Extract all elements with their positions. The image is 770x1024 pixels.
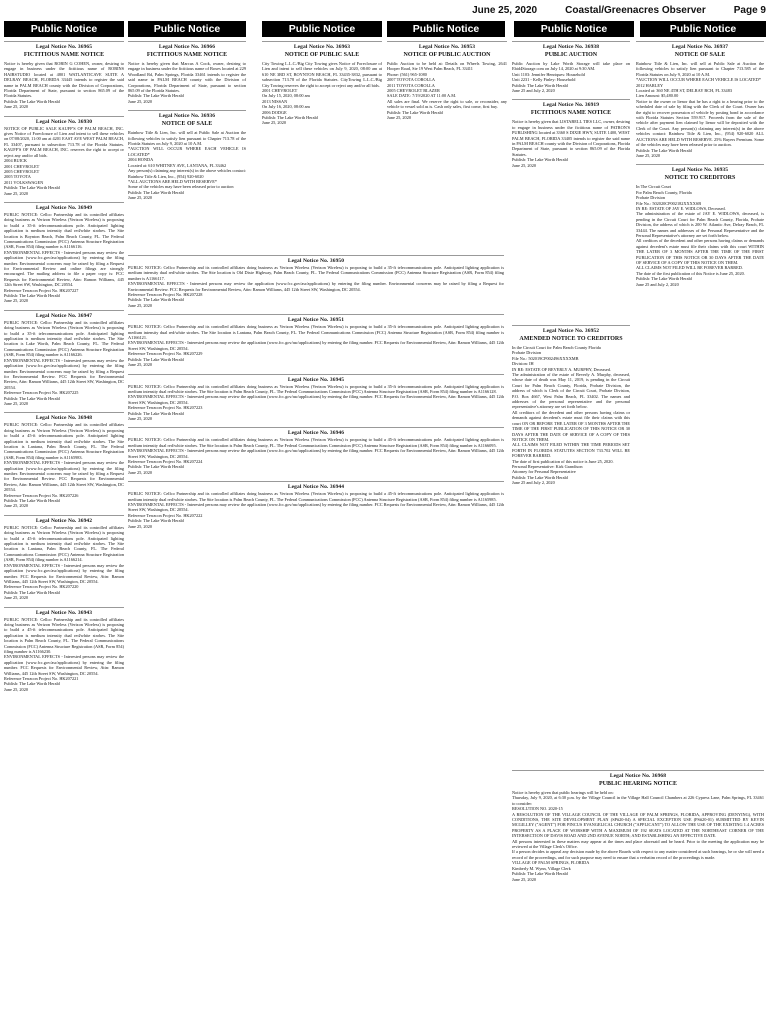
notice-number: Legal Notice No. 36938 (512, 41, 630, 51)
notice-title: NOTICE TO CREDITORS (664, 175, 736, 182)
notice-number: Legal Notice No. 36942 (4, 515, 124, 525)
notice-number: Legal Notice No. 36963 (262, 41, 382, 51)
notice-body: PUBLIC NOTICE: Cellco Partnership and its controlled affiliates doing business as Verizon Wireless (Verizon Wireless) is proposing to build a 35-ft telecommunications pole. Anticipated lighting application is medium intensity dual red/white strobes. The Site location is Lantana, Palm Beach County, FL. The Federal Communications Commission (FCC) Antenna Structure Registration (ASR, Form 854) filing number is A1166121. ENVIRONMENTAL EFFECTS - Interested persons may review the application (www.fcc.gov/asr/applications) by entering the filing number. FCC Requests for Environmental Review, Attn: Ramon Williams, 445 12th Street SW, Washington, DC 20554. Reference Terracon Project No. HK207229 Publish: The Lake Worth Herald June 25, 2020 (128, 324, 504, 368)
legal-notice (387, 41, 507, 120)
notice-body: PUBLIC NOTICE: Cellco Partnership and its controlled affiliates doing business as Verizon Wireless (Verizon Wireless) is proposing to build a 35-ft telecommunications pole. Anticipated lighting application is medium intensity dual red/white strobes. The Site location is Lake Worth, Palm Beach County, FL. The Federal Communications Commission (FCC) Antenna Structure Registration (ASR, Form 854) filing number is A1166226. ENVIRONMENTAL EFFECTS - Interested persons may review the application (www.fcc.gov/asr/applications) by entering the filing number. Environmental concerns may be raised by filing a Request for Environmental Review. FCC Requests for Environmental Review, Attn: Ramon Williams, 445 12th Street SW, Washington, DC 20554. Reference Terracon Project No. HK207225 Publish: The Lake Worth Herald June 25, 2020 (4, 319, 124, 406)
notice-body: Notice is hereby given that public hearings will be held on: Thursday, July 9, 2020, at 6:30 p.m. by the Village Council in the Village Hall Council Chambers at 226 Cypress Lane, Palm Springs, FL 33461 to consider: RESOLUTION NO. 2020-15 A RESOLUTION OF THE VILLAGE COUNCIL OF THE VILLAGE OF PALM SPRINGS, FLORIDA, APPROVING (DENYING), WITH CONDITIONS, THE SITE DEVELOPMENT PLAN (SP#20-04) A SPECIAL EXCEPTION USE (PS#20-01) SUBMITTED BY KEVIN MCGILLEY ("AGENT") FOR PINCUS EVANGELICAL CHURCH ("APPLICANT") TO ALLOW THE USE OF THE EXISTING 1.4 ACRES PROPERTY AS A PLACE OF WORSHIP WITH A MAXIMUM OF 192 SEATS LOCATED AT THE NORTHEAST CORNER OF THE INTERSECTION OF DAVIS ROAD AND 2ND AVENUE NORTH; AND ESTABLISHING AN EFFECTIVE DATE. All persons interested in these matters may appear at the times and place aforesaid and be heard. Prior to the meeting the application may be reviewed at the Village Clerk's Office. If a person decides to appeal any decision made by the above Boards with respect to any matter considered at such hearings, he or she will need a record of the proceedings, and for such purpose may need to ensure that a verbatim record of the proceedings is made. VILLAGE OF PALM SPRINGS, FLORIDA Kimberly M. Wynn, Village Clerk Publish: The Lake Worth Herald June 25, 2020 (512, 790, 764, 882)
notice-number: Legal Notice No. 36968 (512, 770, 764, 780)
notice-number: Legal Notice No. 36943 (4, 607, 124, 617)
notice-body: Rainbow Title & Lien, Inc. will sell at Public Sale at Auction the following vehicles to satisfy lien pursuant to Chapter 713.78 of the Florida Statutes on July 9, 2020 at 10 A.M. *AUCTION WILL OCCUR WHERE EACH VEHICLE IS LOCATED* 2004 HONDA Located at: 610 WHITNEY AVE, LANTANA, FL 33462 Any person(s) claiming any interest(s) in the above vehicles contact: Rainbow Title & Lien, Inc., (954) 920-6020 *ALL AUCTIONS ARE HELD WITH RESERVE* Some of the vehicles may have been released prior to auction Publish: The Lake Worth Herald June 25, 2020 (128, 130, 247, 201)
notice-body: Rainbow Title & Lien, Inc. will sell at Public Sale at Auction the following vehicles to satisfy lien pursuant to Chapter 713.585 of the Florida Statutes on July 9, 2020 at 10 A.M. *AUCTION WILL OCCUR WHERE EACH VEHICLE IS LOCATED* 2012 HARLEY Located at: 360 NE 4TH ST, DELRAY BCH, FL 33483 Lien Amount: $5,480.00 Notice to the owner or lienor that he has a right to a hearing prior to the scheduled date of sale by filing with the Clerk of the Court. Owner has the right to recover possession of vehicle by posting bond in accordance with Florida Statutes Section 559.917. Proceeds from the sale of the vehicle after payment lien claimed by lienor will be deposited with the Clerk of the Court. Any person(s) claiming any interest(s) in the above vehicles contact: Rainbow Title & Lien, Inc., (954) 920-6020 ALL AUCTIONS ARE HELD WITH RESERVE. 25% Buyers Premium. Some of the vehicles may have been released prior to auction. Publish: The Lake Worth Herald June 25, 2020 (636, 61, 764, 158)
notice-title: PUBLIC HEARING NOTICE (598, 781, 677, 787)
notice-body: PUBLIC NOTICE: Cellco Partnership and its controlled affiliates doing business as Verizon Wireless (Verizon Wireless) is proposing to build a 45-ft telecommunications pole. Anticipated lighting application is medium intensity dual red/white strobes. The Site location is Palm Beach County, FL. The Federal Communications Commission (FCC) Antenna Structure Registration (ASR, Form 854) filing number is A1165985. ENVIRONMENTAL EFFECTS - Interested persons may review the application (www.fcc.gov/asr/applications) by entering the filing number. FCC Requests for Environmental Review, Attn: Ramon Williams, 445 12th Street SW, Washington, DC 20554. Reference Terracon Project No. HK207222 Publish: The Lake Worth Herald June 25, 2020 (128, 491, 504, 529)
legal-notice (128, 374, 504, 422)
section-tab-5: Public Notice (514, 21, 634, 37)
legal-notice (4, 607, 124, 693)
notice-title: NOTICE OF PUBLIC SALE (284, 52, 360, 58)
legal-notice (262, 41, 382, 126)
notice-title: FICTITIOUS NAME NOTICE (146, 52, 228, 58)
notice-title: NOTICE OF SALE (674, 52, 726, 58)
page-number: Page 9 (733, 4, 766, 16)
legal-notice (128, 427, 504, 475)
notice-number: Legal Notice No. 36919 (512, 99, 630, 109)
notice-number: Legal Notice No. 36936 (128, 110, 246, 120)
notice-number: Legal Notice No. 36948 (4, 412, 124, 422)
notice-body: Notice is hereby given that LISTABELL TIES LLC, owner, desiring to engage in business under the fictitious name of PATRON'S PUBLISHING located at 3360 S DIXIE HWY, SUITE 1400, WEST PALM BEACH, FLORIDA 33405 intends to register the said name in PALM BEACH county with the Division of Corporations, Florida Department of State, pursuant to section 865.09 of the Florida Statutes. Publish: The Lake Worth Herald June 25, 2020 (512, 119, 631, 168)
legal-notice (636, 164, 764, 287)
notice-number: Legal Notice No. 36965 (4, 41, 124, 51)
notice-body: Public Auction to be held at: Details on Wheels Towing, 2641 Hooper Road, Ste 19 West Palm Beach, FL 33411 Phone: (561) 965-1080 2007 TOYOTA COROLLA 2011 TOYOTA COROLLA 2005 CHEVROLET BLAZER SALE DATE: 7/19/2020 AT 11:00 A.M. All sales are final. We reserve the right to sale, or reconsider, any vehicle to vessel sold as is. Cash only sales, first come, first buy. Publish: The Lake Worth Herald June 25, 2020 (387, 61, 507, 121)
notice-body: Notice is hereby given that ROBIN G COHEN, owner, desiring to engage in business under the fictitious name of ROBINS HAIRSTUDIO located at 4801 WATLANTICAVE SUITE A DELRAY BEACH, FLORIDA 33445 intends to register the said name in PALM BEACH county with the Division of Corporations, Florida Department of State, pursuant to section 865.09 of the Florida Statutes. Publish: The Lake Worth Herald June 25, 2020 (4, 61, 124, 110)
notice-body: Public Auction by Lake Worth Storage will take place on Ebid4Storage.com on July 14, 2020 at 9:30 AM. Unit 1103: Jennifer Henriques: Household Unit 2231 - Kelly Finley: Household Publish: The Lake Worth Herald June 25 and July 2, 2020 (512, 61, 630, 94)
notice-column-lower-middle (128, 255, 504, 1020)
legal-notice (512, 770, 764, 882)
legal-notice (128, 110, 246, 200)
notice-number: Legal Notice No. 36950 (128, 255, 504, 265)
notice-title: FICTITIOUS NAME NOTICE (23, 52, 105, 58)
legal-notice (4, 412, 124, 509)
notice-number: Legal Notice No. 36947 (4, 310, 124, 320)
legal-notice (4, 116, 124, 196)
notice-title: FICTITIOUS NAME NOTICE (530, 110, 612, 117)
notice-number: Legal Notice No. 36946 (128, 427, 504, 437)
notice-body: PUBLIC NOTICE: Cellco Partnership and its controlled affiliates doing business as Verizon Wireless (Verizon Wireless) is proposing to build a 35-ft telecommunications pole. Anticipated lighting application is medium intensity dual red/white strobes. The Site location is Boynton Beach, Palm Beach County, FL. The Federal Communications Commission (FCC) Antenna Structure Registration (ASR, Form 854) filing number is A1166116. ENVIRONMENTAL EFFECTS - Interested persons may review the application (www.fcc.gov/asr/applications) by entering the filing number. Environmental concerns may be raised by filing a Request for Environmental Review and online filings are strongly encouraged. The mailing address to file a paper copy is: FCC Requests for Environmental Review, Attn: Ramon Williams, 445 12th Street SW, Washington, DC 20554. Reference Terracon Project No. HK207227 Publish: The Lake Worth Herald June 25, 2020 (4, 211, 124, 304)
notice-body: PUBLIC NOTICE: Cellco Partnership and its controlled affiliates doing business as Verizon Wireless (Verizon Wireless) is proposing to build a 35-ft telecommunications pole. Anticipated lighting application is medium intensity dual red/white strobes. The Site location is Palm Beach County, FL. The Federal Communications Commission (FCC) Antenna Structure Registration (ASR, Form 854) filing number is A1166128. ENVIRONMENTAL EFFECTS - Interested persons may review the application (www.fcc.gov/asr/applications) by entering the filing number. FCC Requests for Environmental Review, Attn: Ramon Williams, 445 12th Street SW, Washington, DC 20554. Reference Terracon Project No. HK207223 Publish: The Lake Worth Herald June 25, 2020 (128, 383, 504, 421)
notice-column-3 (262, 41, 382, 251)
legal-notice (4, 310, 124, 407)
section-tab-3: Public Notice (262, 21, 382, 37)
notice-number: Legal Notice No. 36937 (636, 41, 764, 51)
notice-title: NOTICE OF PUBLIC AUCTION (403, 52, 491, 58)
notice-body: In The Circuit Court For Palm Beach County, Florida Probate Division File No.: 502020CP002182XXXXSB IN RE: ESTATE OF JAY E. WIDLOWS, Deceased. The administration of the estate of JAY E. WIDLOWS, deceased, is pending in the Circuit Court for Palm Beach County, Florida, Probate Division, the address of which is 200 W. Atlantic Ave, Delray Beach, FL 33444. The names and addresses of the Personal Representative and the Personal Representative's attorney are set forth below. All creditors of the decedent and other persons having claims or demands against decedent's estate must file their claims with this court WITHIN THE LATER OF 3 MONTHS AFTER THE TIME OF THE FIRST PUBLICATION OF THIS NOTICE OR 30 DAYS AFTER THE DATE OF SERVICE OF A COPY OF THIS NOTICE ON THEM. ALL CLAIMS NOT FILED WILL BE FOREVER BARRED. The date of the first publication of this Notice is June 25, 2020. Publish: The Lake Worth Herald June 25 and July 2, 2020 (636, 184, 764, 287)
notice-body: City Towing L.L.C./Big City Towing gives Notice of Foreclosure of Lien and intent to sell these vehicles on July 9, 2020, 08:00 am at 610 NE 3RD ST, BOYNTON BEACH, FL 33435-3832, pursuant to subsection 713.78 of the Florida Statutes. CityTowing L.L.C./Big City Towing reserves the right to accept or reject any and/or all bids. 2001 CHEVROLET On July 15, 2020, 08:00 am 2013 NISSAN On July 16, 2020, 08:00 am 2006 DODGE Publish: The Lake Worth Herald June 25, 2020 (262, 61, 382, 126)
notice-number: Legal Notice No. 36935 (636, 164, 764, 174)
notice-title: AMENDED NOTICE TO CREDITORS (519, 336, 623, 342)
legal-notice (512, 99, 630, 168)
notice-number: Legal Notice No. 36952 (512, 325, 630, 335)
legal-notice (128, 41, 246, 104)
notice-number: Legal Notice No. 36953 (387, 41, 507, 51)
public-hearing-notice (512, 770, 764, 1020)
notice-number: Legal Notice No. 36949 (4, 202, 124, 212)
notice-body: In the Circuit Court for Palm Beach County Florida Probate Division File No.: 502019CP002496XXXXMB Division: IH IN RE: ESTATE OF BEVERLY A. MURPHY, Deceased. The administration of the estate of Beverly A. Murphy, deceased, whose date of death was May 11, 2019, is pending in the Circuit Court for Palm Beach County, Florida, Probate Division, the address of which is Clerk of the Circuit Court, Probate Division, P.O. Box 4667, West Palm Beach, FL 33402. The names and addresses of the personal representative and the personal representative's attorney are set forth below. All creditors of the decedent and other persons having claims or demands against decedent's estate must file their claims with this court ON OR BEFORE THE LATER OF 3 MONTHS AFTER THE TIME OF THE FIRST PUBLICATION OF THIS NOTICE OR 30 DAYS AFTER THE DATE OF SERVICE OF A COPY OF THIS NOTICE ON THEM. ALL CLAIMS NOT FILED WITHIN THE TIME PERIODS SET FORTH IN FLORIDA STATUTES SECTION 733.702 WILL BE FOREVER BARRED. The date of first publication of this notice is June 25, 2020. Personal Representative: Kirk Grandison Attorney for Personal Representative Publish: The Lake Worth Herald June 25 and July 2, 2020 (512, 345, 630, 486)
legal-notice (128, 314, 504, 367)
notice-column-4 (387, 41, 507, 251)
notice-title: PUBLIC AUCTION (544, 52, 598, 58)
notice-body: PUBLIC NOTICE: Cellco Partnership and its controlled affiliates doing business as Verizon Wireless (Verizon Wireless) is proposing to build a 35-ft telecommunications pole. Anticipated lighting application is medium intensity dual red/white strobes. The Site location is Old Dixie Highway, Palm Beach County, FL. The Federal Communications Commission (FCC) Antenna Structure Registration (ASR, Form 854) filing number is A1166117. ENVIRONMENTAL EFFECTS - Interested persons may review the application (www.fcc.gov/asr/applications) by entering the filing number. Environmental concerns may be raised by filing a Request for Environmental Review. FCC Requests for Environmental Review, Attn: Ramon Williams, 445 12th Street SW, Washington, DC 20554. Reference Terracon Project No. HK207228 Publish: The Lake Worth Herald June 25, 2020 (128, 265, 504, 308)
notice-column-6 (636, 41, 764, 691)
notice-number: Legal Notice No. 36951 (128, 314, 504, 324)
paper-name: Coastal/Greenacres Observer (565, 4, 706, 16)
section-tab-1: Public Notice (4, 21, 124, 37)
notice-number: Legal Notice No. 36944 (128, 481, 504, 491)
notice-body: PUBLIC NOTICE: Cellco Partnership and its controlled affiliates doing business as Verizon Wireless (Verizon Wireless) is proposing to build a 45-ft telecommunications pole. Anticipated lighting application is medium intensity dual red/white strobes. The Site location is Palm Beach County, FL. The Federal Communications Commission (FCC) Antenna Structure Registration (ASR, Form 854) filing number is A1166230. ENVIRONMENTAL EFFECTS - Interested persons may review the application (www.fcc.gov/asr/applications) by entering the filing number. FCC Requests for Environmental Review, Attn: Ramon Williams, 445 12th Street SW, Washington, DC 20554. Reference Terracon Project No. HK207221 Publish: The Lake Worth Herald June 25, 2020 (4, 616, 124, 692)
notice-body: NOTICE OF PUBLIC SALE KAUFF'S OF PALM BEACH, INC. gives Notice of Foreclosure of Lien and intent to sell these vehicles on 07/08/2020, 11:00 am at 4201 EAST AVE WEST PALM BEACH, FL 33407, pursuant to subsection 713.78 of the Florida Statutes. KAUFF'S OF PALM BEACH, INC. reserves the right to accept or reject any and/or all bids. 2004 BUICK 2001 CHEVROLET 2005 CHEVROLET 2005 TOYOTA 2011 VOLKSWAGEN Publish: The Lake Worth Herald June 25, 2020 (4, 125, 124, 196)
section-tab-6: Public Notice (640, 21, 766, 37)
legal-notice (4, 202, 124, 304)
section-tabs (4, 21, 766, 37)
masthead (4, 0, 766, 20)
legal-notice (512, 325, 630, 486)
notice-title: NOTICE OF SALE (161, 121, 213, 128)
legal-notice (636, 41, 764, 158)
notice-number: Legal Notice No. 36930 (4, 116, 124, 126)
issue-date: June 25, 2020 (472, 4, 538, 16)
section-tab-2: Public Notice (128, 21, 246, 37)
notice-body: PUBLIC NOTICE: Cellco Partnership and its controlled affiliates doing business as Verizon Wireless (Verizon Wireless) is proposing to build a 45-ft telecommunications pole. Anticipated lighting application is medium intensity dual red/white strobes. The Site location is Lantana, Palm Beach County, FL. The Federal Communications Commission (FCC) Antenna Structure Registration (ASR, Form 854) filing number is A1166214. ENVIRONMENTAL EFFECTS - Interested persons may review the application (www.fcc.gov/asr/applications) by entering the filing number. FCC Requests for Environmental Review, Attn: Ramon Williams, 445 12th Street SW, Washington, DC 20554. Reference Terracon Project No. HK207220 Publish: The Lake Worth Herald June 25, 2020 (4, 524, 124, 601)
notice-number: Legal Notice No. 36966 (128, 41, 246, 51)
legal-notice (4, 515, 124, 601)
notice-number: Legal Notice No. 36945 (128, 374, 504, 384)
notice-column-1 (4, 41, 124, 1021)
notice-column-right-middle (512, 325, 630, 765)
legal-notice (512, 41, 630, 93)
notice-column-5 (512, 41, 630, 321)
notice-body: PUBLIC NOTICE: Cellco Partnership and its controlled affiliates doing business as Verizon Wireless (Verizon Wireless) is proposing to build a 45-ft telecommunications pole. Anticipated lighting application is medium intensity dual red/white strobes. The Site location is Lantana, Palm Beach County, FL. The Federal Communications Commission (FCC) Antenna Structure Registration (ASR, Form 854) filing number is A1165983. ENVIRONMENTAL EFFECTS - Interested persons may review the application (www.fcc.gov/asr/applications) by entering the filing number. Environmental concerns may be raised by filing a Request for Environmental Review. FCC Requests for Environmental Review, Attn: Ramon Williams, 445 12th Street SW, Washington, DC 20554. Reference Terracon Project No. HK207226 Publish: The Lake Worth Herald June 25, 2020 (4, 422, 124, 509)
legal-notice (4, 41, 124, 110)
legal-notice (128, 255, 504, 308)
notice-body: PUBLIC NOTICE: Cellco Partnership and its controlled affiliates doing business as Verizon Wireless (Verizon Wireless) is proposing to build a 45-ft telecommunications pole. Anticipated lighting application is medium intensity dual red/white strobes. The Site location is Palm Beach County, FL. The Federal Communications Commission (FCC) Antenna Structure Registration (ASR, Form 854) filing number is A1166095. ENVIRONMENTAL EFFECTS - Interested persons may review the application (www.fcc.gov/asr/applications) by entering the filing number. FCC Requests for Environmental Review, Attn: Ramon Williams, 445 12th Street SW, Washington, DC 20554. Reference Terracon Project No. HK207224 Publish: The Lake Worth Herald June 25, 2020 (128, 437, 504, 475)
legal-notice (128, 481, 504, 529)
section-tab-4: Public Notice (387, 21, 505, 37)
notice-body: Notice is hereby given that Marcus A Cook, owner, desiring to engage in business under the fictitious name of Boxes located at 229 Woodland Rd, Palm Springs, Florida 33461 intends to register the said name in PALM BEACH county with the Division of Corporations, Florida Department of State, pursuant to section 865.09 of the Florida Statutes. Publish: The Lake Worth Herald June 25, 2020 (128, 61, 246, 104)
